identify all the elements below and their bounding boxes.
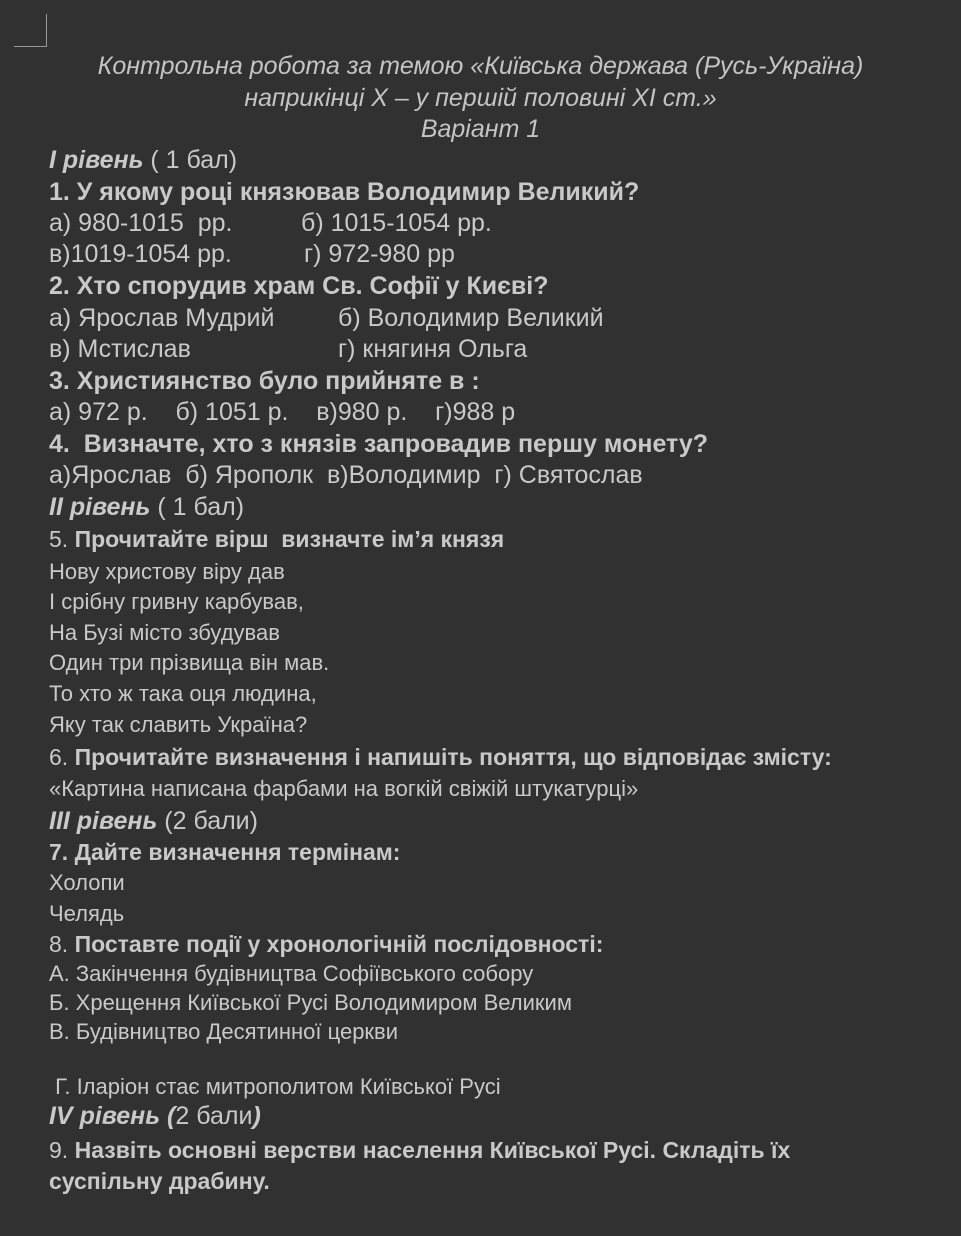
level-2-label: ІІ рівень [49, 493, 151, 521]
level-2-heading [49, 495, 244, 520]
question-3: 3. Християнство було прийняте в : [49, 367, 480, 395]
level-2-points: ( 1 бал) [150, 493, 245, 521]
question-2: 2. Хто спорудив храм Св. Софії у Києві? [49, 272, 549, 300]
document-title-line-1: Контрольна робота за темою «Київська держава (Русь-Україна) [97, 52, 864, 80]
q6-quote: «Картина написана фарбами на вогкій свіжій штукатурці» [49, 776, 639, 801]
q2-answers-row-1 [49, 306, 604, 331]
q1-answers-row-2 [49, 242, 455, 267]
level-1-heading [49, 148, 237, 173]
poem-line: Один три прізвища він мав. [49, 650, 330, 675]
q9-text-line-1: Назвіть основні верстви населення Київської Русі. Складіть їх [74, 1137, 791, 1163]
variant-label: Варіант 1 [420, 115, 541, 143]
poem-line: І срібну гривну карбував, [49, 589, 304, 614]
q9-number: 9. [49, 1137, 75, 1163]
poem-line: Яку так славить Україна? [49, 712, 308, 737]
q2-answer-d: г) княгиня Ольга [338, 335, 528, 363]
q6-number: 6. [49, 744, 75, 770]
q5-number: 5. [49, 526, 75, 552]
poem-line: На Бузі місто збудував [49, 620, 280, 645]
q8-event: А. Закінчення будівництва Софіївського собору [49, 961, 534, 986]
level-1-label: І рівень [49, 146, 144, 174]
q2-answers-row-2 [49, 337, 527, 362]
question-4: 4. Визначте, хто з князів запровадив першу монету? [49, 430, 709, 458]
level-3-heading [49, 809, 258, 834]
question-5 [49, 528, 504, 551]
poem-line: Нову христову віру дав [49, 559, 285, 584]
q4-answers: а)Ярослав б) Ярополк в)Володимир г) Святослав [49, 461, 643, 489]
q1-answer-d: г) 972-980 рр [304, 240, 455, 268]
level-3-label: ІІІ рівень [49, 807, 158, 835]
level-4-label: ІV рівень [49, 1102, 161, 1130]
q1-answer-c: в)1019-1054 рр. [49, 240, 232, 268]
q2-answer-c: в) Мстислав [49, 335, 191, 363]
q2-answer-b: б) Володимир Великий [338, 304, 604, 332]
level-1-points: ( 1 бал) [143, 146, 238, 174]
question-7: 7. Дайте визначення термінам: [49, 839, 401, 865]
level-4-points-close: ) [252, 1102, 261, 1130]
question-1: 1. У якому році князював Володимир Великий? [49, 178, 640, 206]
q1-answers-row-1 [49, 211, 492, 236]
q6-text: Прочитайте визначення і напишіть поняття, що відповідає змісту: [74, 744, 832, 770]
poem-line: То хто ж така оця людина, [49, 681, 317, 706]
q8-number: 8. [49, 931, 75, 957]
q8-event: Г. Іларіон стає митрополитом Київської Русі [49, 1074, 501, 1099]
document-title-line-2: наприкінці Х – у першій половині ХІ ст.» [244, 84, 717, 112]
question-9-line-2: суспільну драбину. [49, 1168, 270, 1194]
q2-answer-a: а) Ярослав Мудрий [49, 304, 275, 332]
question-9-line-1 [49, 1139, 790, 1162]
level-4-points: 2 бали [175, 1102, 253, 1130]
q7-term: Челядь [49, 901, 125, 926]
question-6 [49, 746, 832, 769]
level-3-points: (2 бали) [157, 807, 258, 835]
q1-answer-b: б) 1015-1054 рр. [301, 209, 492, 237]
q7-term: Холопи [49, 870, 125, 895]
q5-text: Прочитайте вірш визначте ім’я князя [74, 526, 505, 552]
q1-answer-a: а) 980-1015 рр. [49, 209, 233, 237]
q8-event: В. Будівництво Десятинної церкви [49, 1019, 399, 1044]
q8-text: Поставте події у хронологічній послідовності: [74, 931, 604, 957]
level-4-heading [49, 1104, 261, 1129]
level-4-points-open: ( [160, 1102, 176, 1130]
question-8 [49, 933, 603, 956]
q8-event: Б. Хрещення Київської Русі Володимиром Великим [49, 990, 572, 1015]
q3-answers: а) 972 р. б) 1051 р. в)980 р. г)988 р [49, 398, 516, 426]
